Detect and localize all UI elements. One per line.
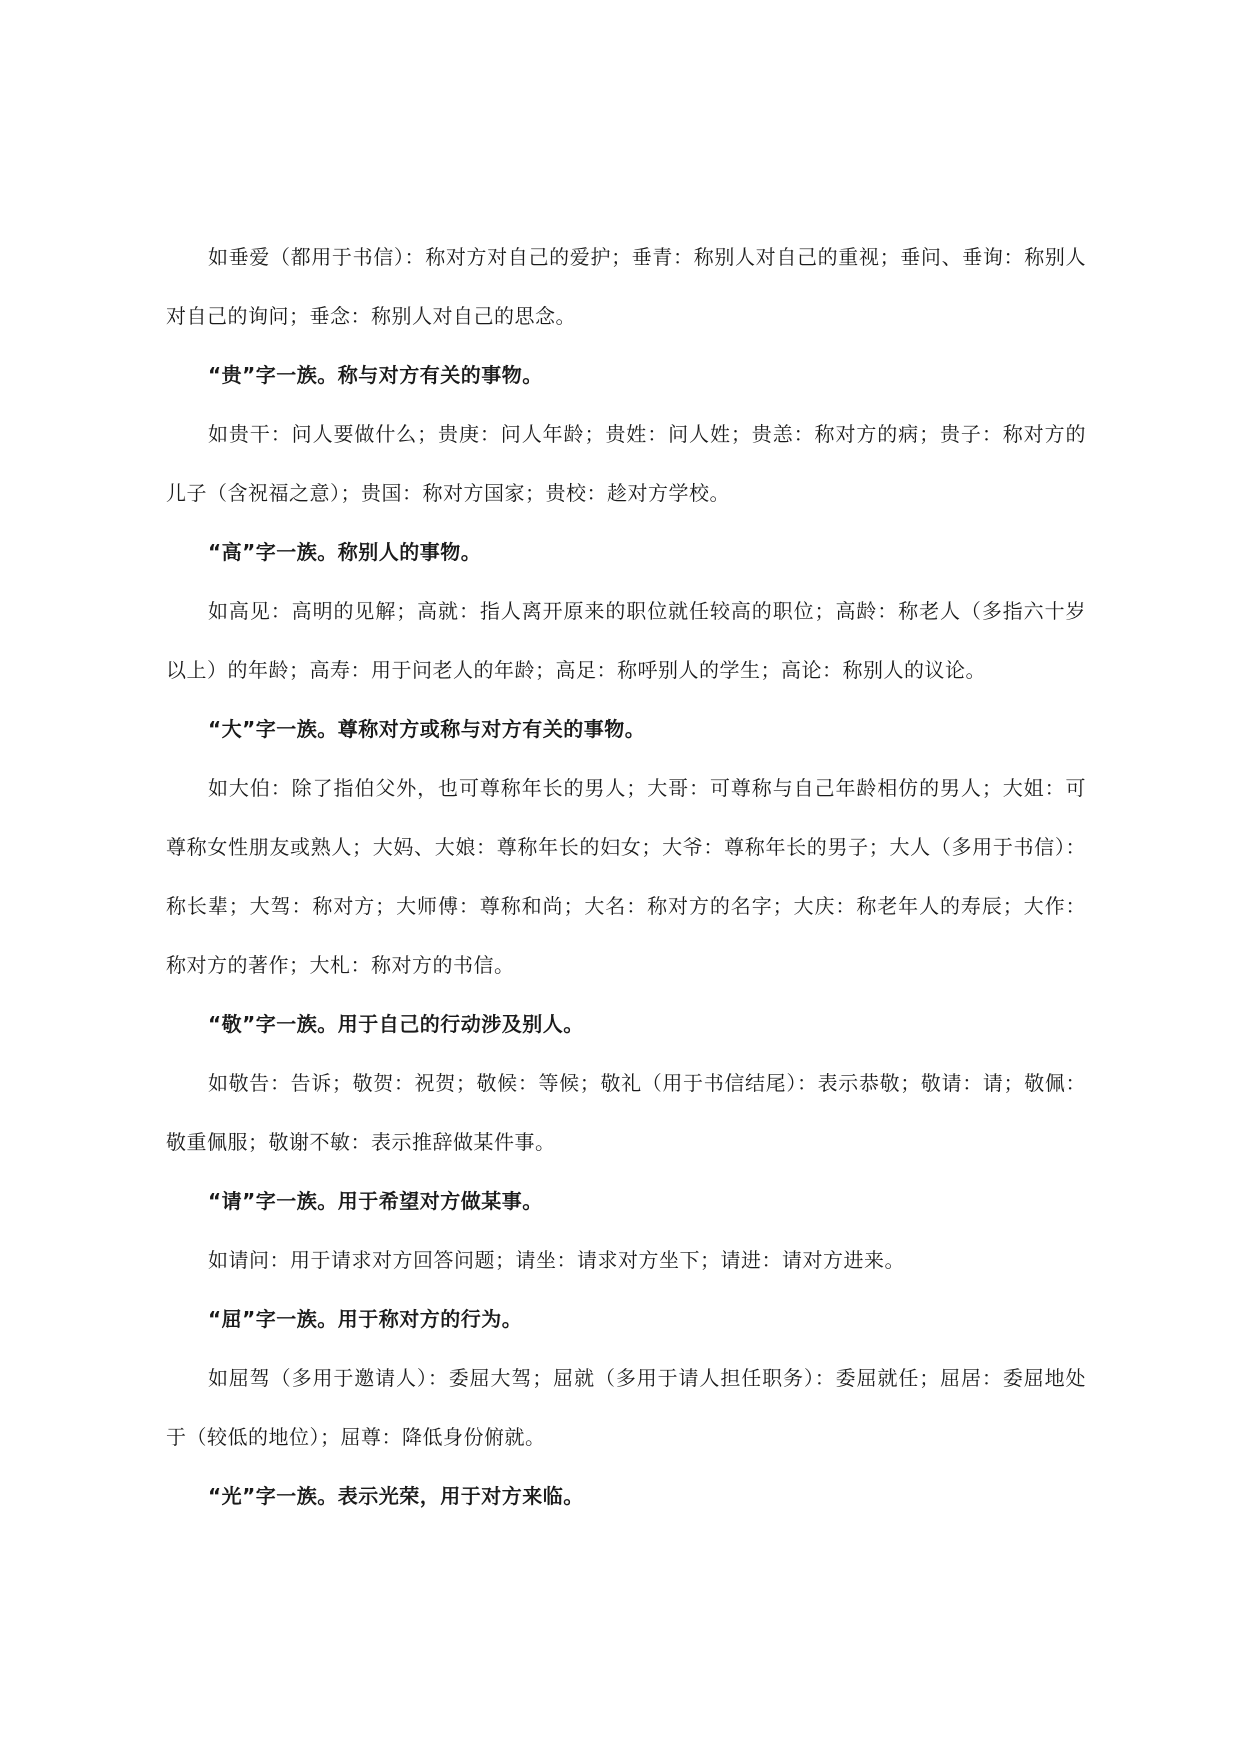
paragraph-gui: 如贵干：问人要做什么；贵庚：问人年龄；贵姓：问人姓；贵恙：称对方的病；贵子：称对方的儿子（含祝福之意）；贵国：称对方国家；贵校：趁对方学校。 [166, 422, 1086, 505]
heading-gui: “贵”字一族。称与对方有关的事物。 [208, 363, 543, 387]
paragraph-jing: 如敬告：告诉；敬贺：祝贺；敬候：等候；敬礼（用于书信结尾）：表示恭敬；敬请：请；敬佩：敬重佩服；敬谢不敏：表示推辞做某件事。 [166, 1071, 1086, 1154]
paragraph-chui: 如垂爱（都用于书信）：称对方对自己的爱护；垂青：称别人对自己的重视；垂问、垂询：称别人对自己的询问；垂念：称别人对自己的思念。 [166, 245, 1086, 328]
heading-qu: “屈”字一族。用于称对方的行为。 [208, 1307, 523, 1331]
paragraph-qing: 如请问：用于请求对方回答问题；请坐：请求对方坐下；请进：请对方进来。 [208, 1248, 905, 1272]
paragraph-da: 如大伯：除了指伯父外，也可尊称年长的男人；大哥：可尊称与自己年龄相仿的男人；大姐：可尊称女性朋友或熟人；大妈、大娘：尊称年长的妇女；大爷：尊称年长的男子；大人（多用于书信）：称长辈；大驾：称对方；大师傅：尊称和尚；大名：称对方的名字；大庆：称老年人的寿辰；大作：称对方的著作；大札：称对方的书信。 [166, 776, 1086, 977]
heading-qing: “请”字一族。用于希望对方做某事。 [208, 1189, 543, 1213]
document-body [166, 228, 1086, 1526]
paragraph-qu: 如屈驾（多用于邀请人）：委屈大驾；屈就（多用于请人担任职务）：委屈就任；屈居：委屈地处于（较低的地位）；屈尊：降低身份俯就。 [166, 1366, 1086, 1449]
paragraph-gao: 如高见：高明的见解；高就：指人离开原来的职位就任较高的职位；高龄：称老人（多指六十岁以上）的年龄；高寿：用于问老人的年龄；高足：称呼别人的学生；高论：称别人的议论。 [166, 599, 1086, 682]
heading-gao: “高”字一族。称别人的事物。 [208, 540, 482, 564]
heading-guang: “光”字一族。表示光荣，用于对方来临。 [208, 1484, 584, 1508]
heading-jing: “敬”字一族。用于自己的行动涉及别人。 [208, 1012, 584, 1036]
heading-da: “大”字一族。尊称对方或称与对方有关的事物。 [208, 717, 646, 741]
